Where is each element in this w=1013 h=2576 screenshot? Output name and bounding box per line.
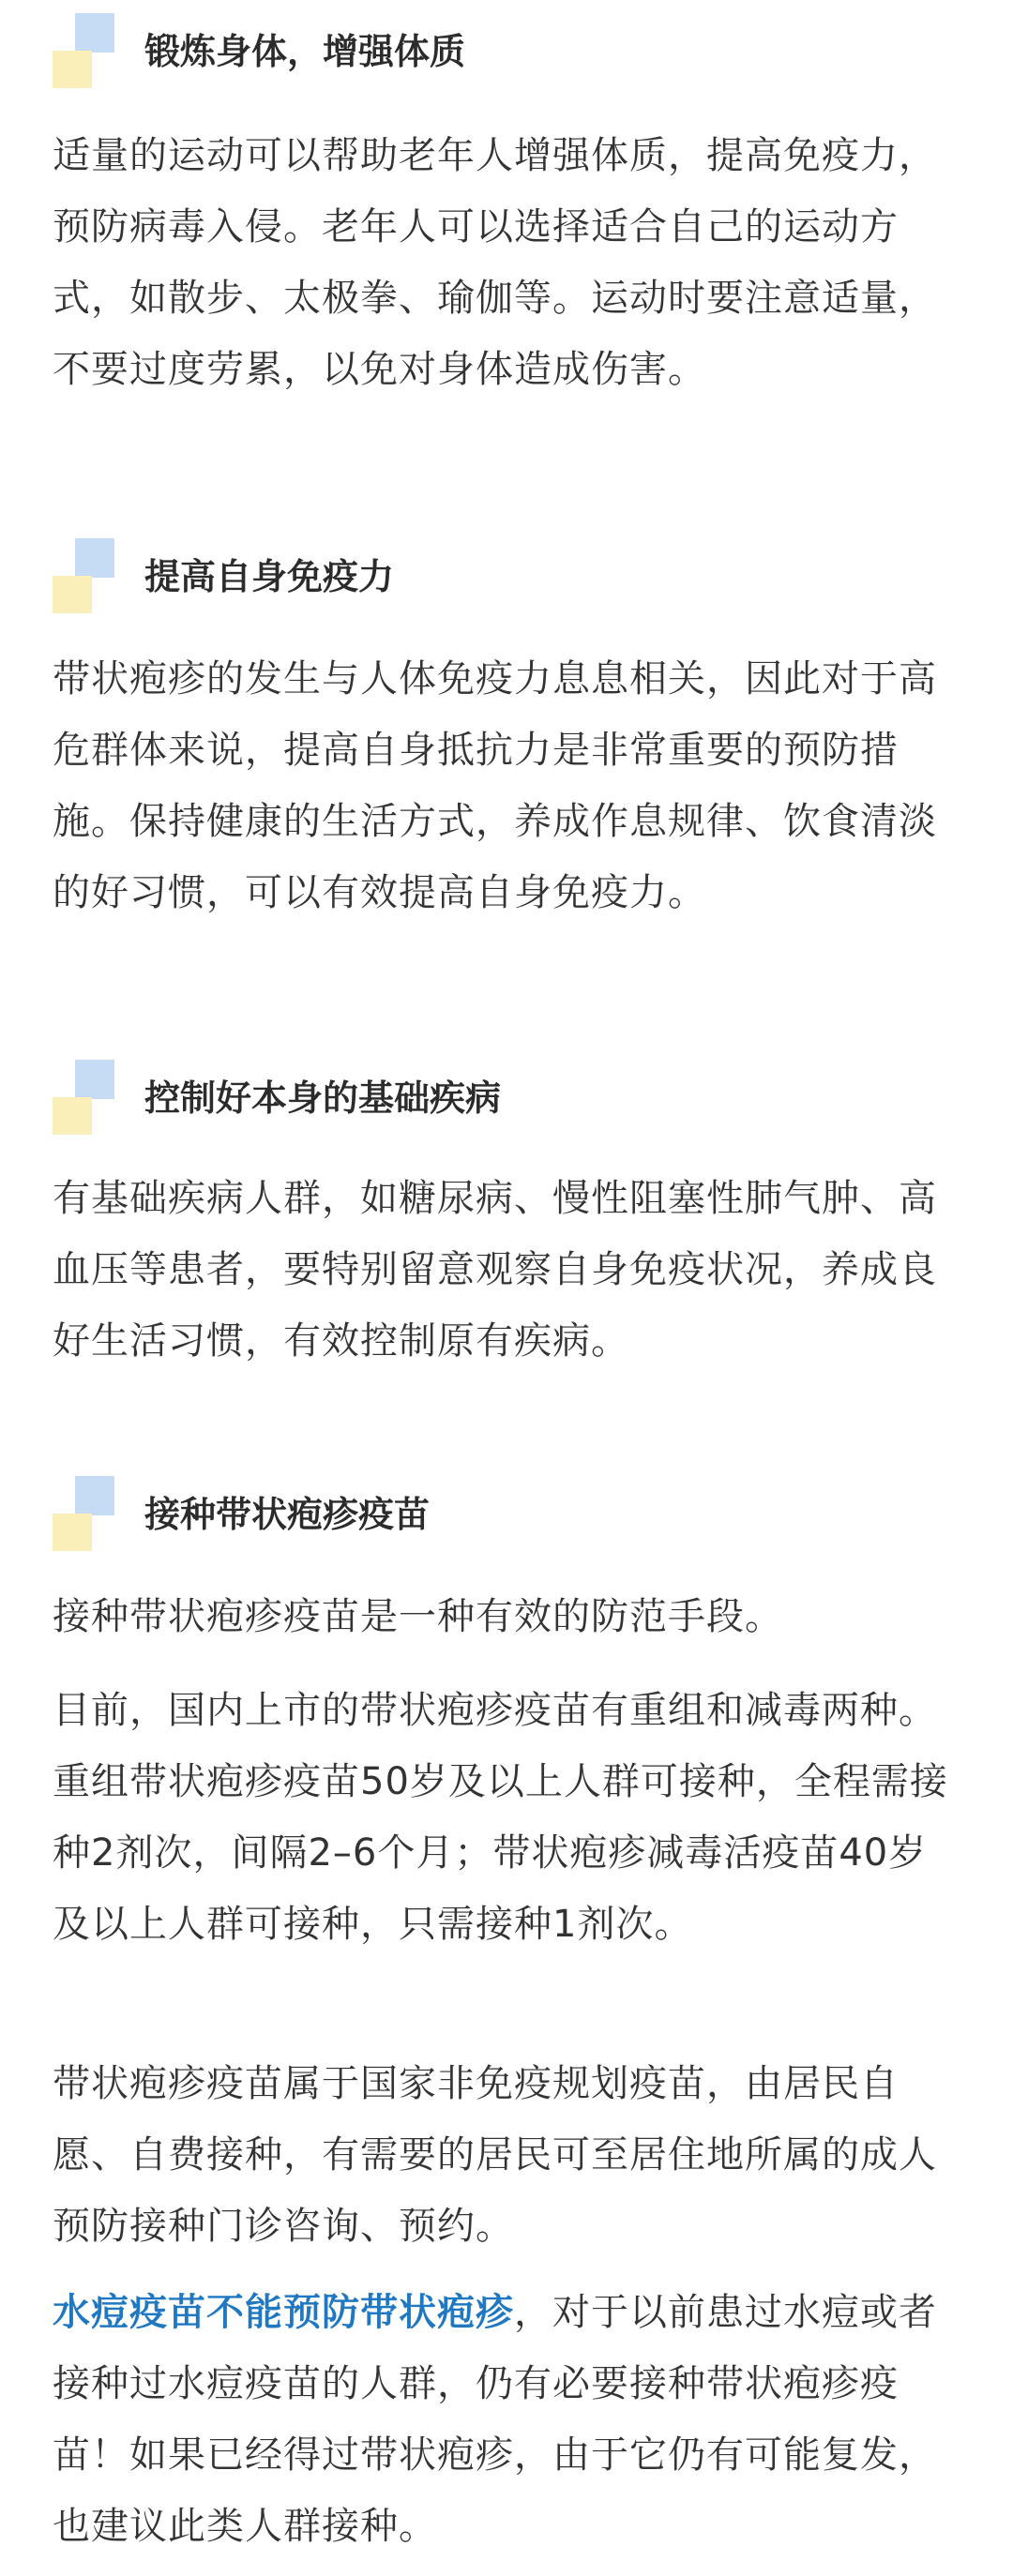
highlight-text: 水痘疫苗不能预防带状疱疹 <box>53 2291 514 2334</box>
section-title: 提高自身免疫力 <box>144 556 395 597</box>
section-title: 锻炼身体，增强体质 <box>144 31 466 72</box>
paragraph: 接种带状疱疹疫苗是一种有效的防范手段。 <box>53 1595 783 1638</box>
section-heading-immunity <box>53 538 972 613</box>
paragraph: 适量的运动可以帮助老年人增强体质，提高免疫力，预防病毒入侵。老年人可以选择适合自己的运动方式，如散步、太极拳、瑜伽等。运动时要注意适量，不要过度劳累，以免对身体造成伤害。 <box>53 134 937 391</box>
section-heading-basic-disease <box>53 1060 972 1135</box>
paragraph-text: ，对于以前患过水痘或者接种过水痘疫苗的人群，仍有必要接种带状疱疹疫苗！如果已经得过带状疱疹，由于它仍有可能复发，也建议此类人群接种。 <box>53 2291 937 2548</box>
section-heading-exercise <box>53 13 972 88</box>
heading-marker-icon <box>53 1476 120 1551</box>
paragraph: 有基础疾病人群，如糖尿病、慢性阻塞性肺气肿、高血压等患者，要特别留意观察自身免疫状况，养成良好生活习惯，有效控制原有疾病。 <box>53 1177 937 1363</box>
highlight-paragraph <box>53 2277 964 2562</box>
section-title: 接种带状疱疹疫苗 <box>144 1494 431 1535</box>
section-heading-vaccine <box>53 1476 972 1551</box>
paragraph: 带状疱疹疫苗属于国家非免疫规划疫苗，由居民自愿、自费接种，有需要的居民可至居住地所属的成人预防接种门诊咨询、预约。 <box>53 2062 937 2248</box>
section-title: 控制好本身的基础疾病 <box>144 1077 502 1119</box>
heading-marker-icon <box>53 13 120 88</box>
paragraph: 目前，国内上市的带状疱疹疫苗有重组和减毒两种。重组带状疱疹疫苗50岁及以上人群可接种，全程需接种2剂次，间隔2–6个月；带状疱疹减毒活疫苗40岁及以上人群可接种，只需接种1剂次。 <box>53 1689 948 1946</box>
heading-marker-icon <box>53 538 120 613</box>
heading-marker-icon <box>53 1060 120 1135</box>
paragraph: 带状疱疹的发生与人体免疫力息息相关，因此对于高危群体来说，提高自身抵抗力是非常重要的预防措施。保持健康的生活方式，养成作息规律、饮食清淡的好习惯，可以有效提高自身免疫力。 <box>53 657 937 914</box>
